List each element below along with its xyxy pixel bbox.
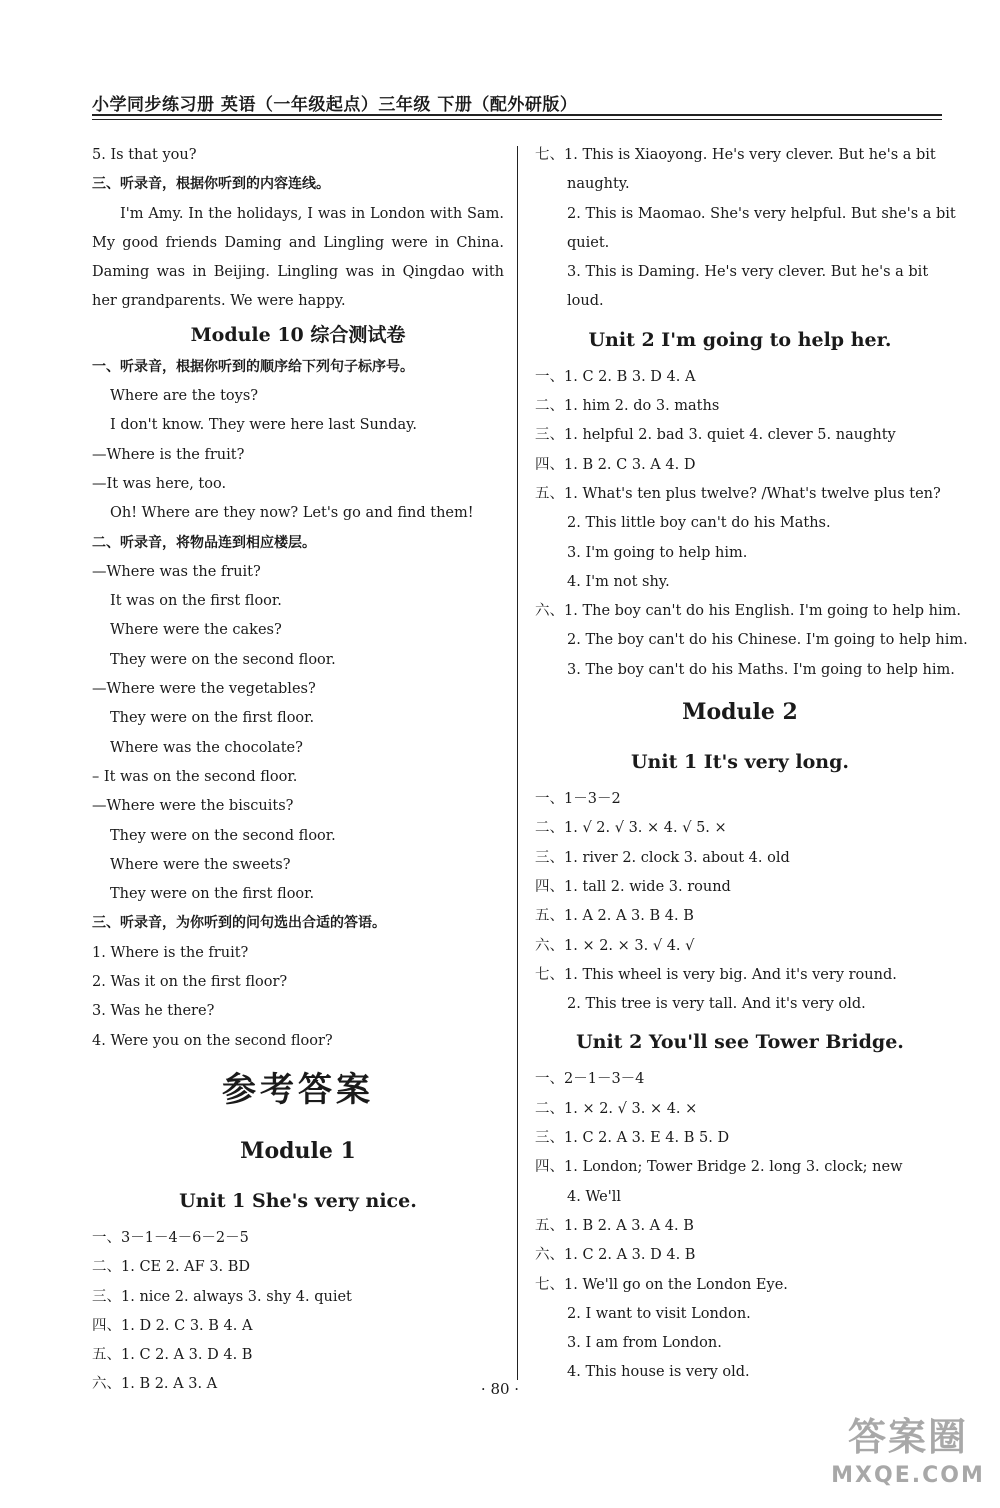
right-column: [535, 141, 968, 1388]
script-line: Where are the toys?: [110, 388, 259, 405]
script-line: They were on the second floor.: [110, 827, 336, 844]
answer-line: 3. I'm going to help him.: [567, 544, 748, 561]
script-line: Where were the sweets?: [110, 856, 291, 873]
script-line: —Where were the biscuits?: [92, 798, 294, 815]
answer-line: 三、1. nice 2. always 3. shy 4. quiet: [92, 1288, 352, 1305]
answer-line: 四、1. London; Tower Bridge 2. long 3. clock; new: [535, 1159, 903, 1176]
module10-test-title: Module 10 综合测试卷: [190, 323, 406, 346]
answers-title: 参考答案: [222, 1069, 374, 1110]
text-line: 5. Is that you?: [92, 147, 197, 163]
script-line: I don't know. They were here last Sunday.: [110, 417, 417, 434]
module-heading: Module 1: [240, 1137, 356, 1164]
script-line: It was on the first floor.: [110, 593, 282, 610]
answer-line: 二、1. him 2. do 3. maths: [535, 398, 720, 415]
page-number: · 80 ·: [480, 1380, 520, 1398]
answer-line: 4. I'm not shy.: [567, 573, 670, 590]
watermark-logo: [828, 1412, 988, 1500]
answer-line: 五、1. What's ten plus twelve? /What's twelve plus ten?: [535, 485, 941, 502]
answer-line: naughty.: [567, 176, 630, 193]
question-line: 1. Where is the fruit?: [92, 944, 249, 961]
script-line: —Where was the fruit?: [92, 563, 261, 580]
answer-line: 3. This is Daming. He's very clever. But he's a bit: [567, 264, 929, 281]
answer-line: 一、2－1－3－4: [535, 1071, 645, 1088]
script-line: Where was the chocolate?: [110, 739, 303, 756]
listening-passage: I'm Amy. In the holidays, I was in London with Sam. My good friends Daming and Lingling were in China. Daming was in Beijing. Lingling was in Qingdao with her grandparents. We were happy.: [92, 205, 504, 310]
answer-line: 三、1. C 2. A 3. E 4. B 5. D: [535, 1130, 730, 1147]
answer-line: 六、1. The boy can't do his English. I'm going to help him.: [535, 603, 962, 620]
answer-line: 二、1. CE 2. AF 3. BD: [92, 1259, 251, 1276]
section-heading: 二、听录音，将物品连到相应楼层。: [92, 534, 316, 551]
script-line: —It was here, too.: [92, 475, 227, 492]
answer-line: 三、1. river 2. clock 3. about 4. old: [535, 849, 790, 866]
column-divider: [517, 146, 518, 1380]
script-line: —Where were the vegetables?: [92, 681, 316, 698]
answer-line: 五、1. A 2. A 3. B 4. B: [535, 908, 694, 925]
module-heading: Module 2: [682, 699, 798, 726]
script-line: They were on the first floor.: [110, 710, 315, 727]
watermark-en: MXQE.COM: [831, 1463, 985, 1488]
script-line: They were on the first floor.: [110, 886, 315, 903]
answer-line: 六、1. × 2. × 3. √ 4. √: [535, 937, 695, 954]
answer-line: 2. I want to visit London.: [567, 1305, 751, 1322]
script-line: —Where is the fruit?: [92, 446, 245, 463]
answer-line: 六、1. B 2. A 3. A: [92, 1376, 218, 1393]
unit-heading: Unit 2 I'm going to help her.: [588, 328, 892, 351]
script-line: They were on the second floor.: [110, 651, 336, 668]
script-line: Where were the cakes?: [110, 622, 282, 639]
answer-line: 4. This house is very old.: [567, 1364, 750, 1381]
answer-line: 一、1. C 2. B 3. D 4. A: [535, 368, 696, 385]
page-header: 小学同步练习册 英语（一年级起点）三年级 下册（配外研版）: [92, 95, 578, 115]
section-heading: 三、听录音，为你听到的问句选出合适的答语。: [92, 915, 386, 932]
answer-line: 七、1. This is Xiaoyong. He's very clever. But he's a bit: [535, 147, 936, 163]
answer-line: 四、1. tall 2. wide 3. round: [535, 878, 731, 895]
answer-line: 六、1. C 2. A 3. D 4. B: [535, 1247, 696, 1264]
answer-line: 二、1. √ 2. √ 3. × 4. √ 5. ×: [535, 820, 727, 837]
answer-line: 五、1. B 2. A 3. A 4. B: [535, 1217, 694, 1234]
question-line: 2. Was it on the first floor?: [92, 974, 288, 991]
section-heading: 一、听录音，根据你听到的顺序给下列句子标序号。: [92, 358, 414, 375]
header-rule-thick: [92, 114, 942, 116]
script-line: Oh! Where are they now? Let's go and find them!: [110, 505, 474, 522]
answer-line: 2. This is Maomao. She's very helpful. But she's a bit: [567, 205, 956, 222]
answer-line: 五、1. C 2. A 3. D 4. B: [92, 1347, 253, 1364]
answer-line: 一、1－3－2: [535, 791, 621, 808]
unit-heading: Unit 1 It's very long.: [630, 751, 850, 774]
script-line: – It was on the second floor.: [92, 768, 298, 785]
answer-line: 3. The boy can't do his Maths. I'm going to help him.: [567, 661, 955, 678]
answer-line: 四、1. D 2. C 3. B 4. A: [92, 1317, 253, 1334]
answer-line: 2. This little boy can't do his Maths.: [567, 515, 831, 532]
answer-line: quiet.: [567, 234, 610, 251]
answer-line: 三、1. helpful 2. bad 3. quiet 4. clever 5. naughty: [535, 427, 896, 444]
unit-heading: Unit 1 She's very nice.: [179, 1189, 417, 1212]
answer-line: 七、1. This wheel is very big. And it's very round.: [535, 966, 897, 983]
section-heading: 三、听录音，根据你听到的内容连线。: [92, 176, 330, 193]
header-rule-thin: [92, 119, 942, 120]
answer-line: 3. I am from London.: [567, 1335, 722, 1352]
answer-line: 4. We'll: [567, 1188, 622, 1205]
answer-line: loud.: [567, 293, 604, 310]
question-line: 3. Was he there?: [92, 1003, 215, 1020]
answer-line: 一、3－1－4－6－2－5: [92, 1229, 249, 1246]
answer-line: 四、1. B 2. C 3. A 4. D: [535, 456, 696, 473]
left-column: [92, 141, 504, 1400]
watermark-cn: 答案圈: [847, 1415, 968, 1459]
unit-heading: Unit 2 You'll see Tower Bridge.: [576, 1031, 904, 1054]
answer-line: 2. This tree is very tall. And it's very old.: [567, 996, 866, 1013]
answer-line: 七、1. We'll go on the London Eye.: [535, 1276, 788, 1293]
question-line: 4. Were you on the second floor?: [92, 1032, 333, 1049]
answer-line: 2. The boy can't do his Chinese. I'm going to help him.: [567, 632, 968, 649]
answer-line: 二、1. × 2. √ 3. × 4. ×: [535, 1100, 698, 1117]
